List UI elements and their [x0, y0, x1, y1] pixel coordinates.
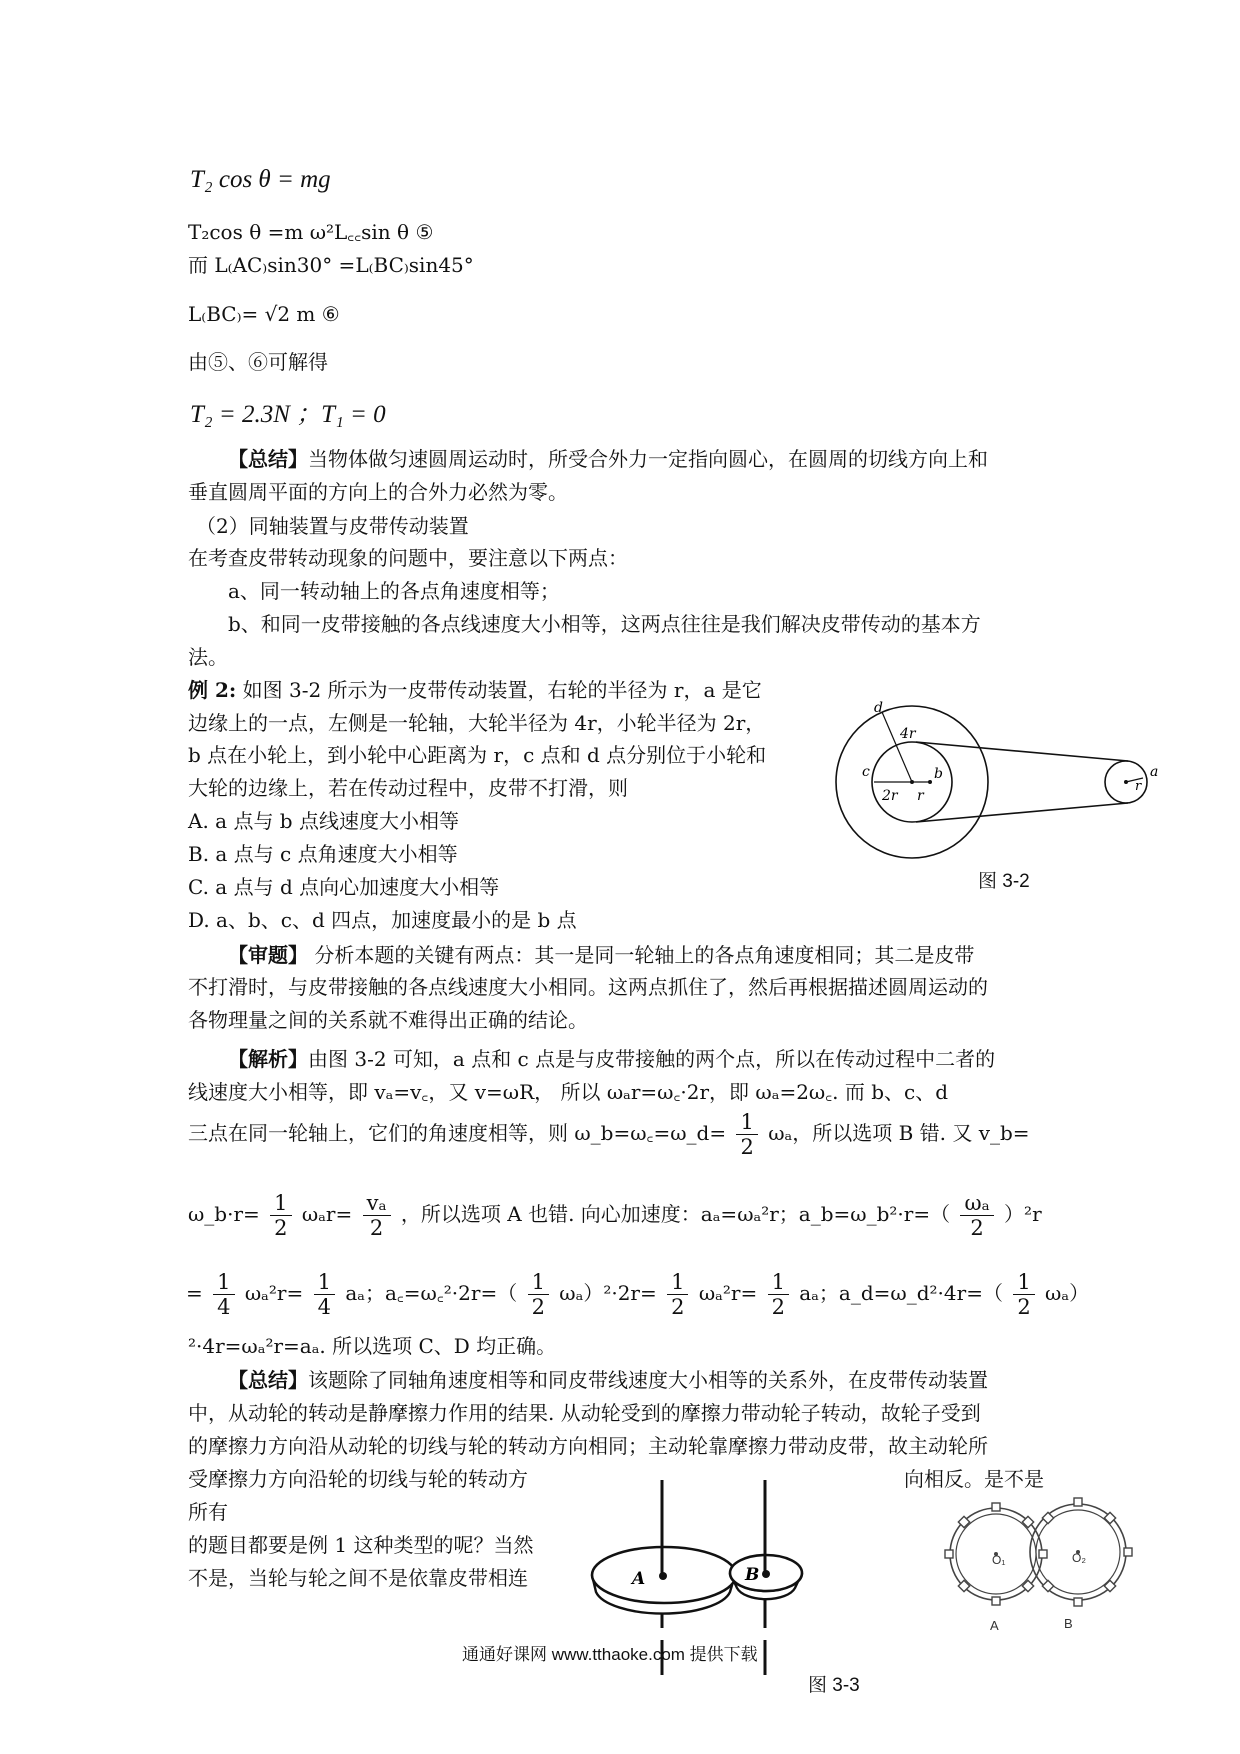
- fraction-den: 2: [740, 1135, 754, 1159]
- right-center-dot: [1124, 780, 1128, 784]
- belt-top: [916, 742, 1128, 761]
- gear-o2-label: O₂: [1072, 1551, 1086, 1565]
- belt-bottom: [916, 803, 1128, 822]
- fraction-num: vₐ: [363, 1191, 391, 1216]
- review-line3: 各物理量之间的关系就不难得出正确的结论。: [188, 1010, 588, 1032]
- summary2-line6: 的题目都要是例 1 这种类型的呢？当然: [188, 1533, 534, 1557]
- analysis-line3-b: ωₐ，所以选项 B 错. 又 v_b=: [768, 1121, 1030, 1145]
- analysis-line5-g: ωₐ）: [1045, 1281, 1090, 1305]
- label-4r: 4r: [900, 726, 916, 742]
- fraction-den: 2: [369, 1216, 384, 1240]
- summary2-line2: 中，从动轮的转动是静摩擦力作用的结果. 从动轮受到的摩擦力带动轮子转动，故轮子受到: [188, 1401, 981, 1425]
- summary2-line3: 的摩擦力方向沿从动轮的切线与轮的转动方向相同；主动轮靠摩擦力带动皮带，故主动轮所: [188, 1434, 988, 1458]
- analysis-line4: [188, 1191, 1042, 1240]
- fraction-half-1: [736, 1110, 757, 1159]
- fraction-half-3: [528, 1270, 549, 1319]
- summary2-line5: 所有: [188, 1500, 228, 1524]
- fraction-den: 2: [771, 1295, 785, 1319]
- gear-b-label: B: [1064, 1616, 1073, 1631]
- fraction-num: 1: [528, 1270, 549, 1295]
- fraction-num: ωₐ: [960, 1191, 993, 1216]
- analysis-line4-b: ωₐr=: [301, 1202, 353, 1226]
- analysis-line5-c: aₐ；a꜀=ω꜀²·2r=（: [345, 1281, 518, 1305]
- fraction-num: 1: [270, 1191, 291, 1216]
- option-c: C. a 点与 d 点向心加速度大小相等: [188, 875, 500, 899]
- equation-lbc-line: L₍BC₎= √2 m ⑥: [188, 302, 340, 326]
- analysis-line6: ²·4r=ωₐ²r=aₐ. 所以选项 C、D 均正确。: [188, 1334, 557, 1358]
- analysis-line3-a: 三点在同一轮轴上，它们的角速度相等，则 ω_b=ω꜀=ω_d=: [188, 1121, 727, 1145]
- wheel-b-label: B: [745, 1565, 760, 1585]
- wheel-b-center: [762, 1570, 770, 1578]
- fraction-half-5: [768, 1270, 789, 1319]
- option-d: D. a、b、c、d 四点，加速度最小的是 b 点: [188, 908, 577, 932]
- analysis-line3: [188, 1110, 1030, 1159]
- fraction-quarter-2: [314, 1270, 335, 1319]
- analysis-line5-d: ωₐ）²·2r=: [559, 1281, 657, 1305]
- example2-line4: 大轮的边缘上，若在传动过程中，皮带不打滑，则: [188, 776, 628, 800]
- option-b: B. a 点与 c 点角速度大小相等: [188, 842, 458, 866]
- fraction-num: 1: [314, 1270, 335, 1295]
- summary1-line2: 垂直圆周平面的方向上的合外力必然为零。: [188, 480, 568, 504]
- belt-drive-figure: [830, 700, 1170, 860]
- analysis-line2: 线速度大小相等，即 vₐ=v꜀，又 v=ωR， 所以 ωₐr=ω꜀·2r，即 ωₐ=2ω꜀. 而 b、c、d: [188, 1080, 949, 1104]
- fraction-wa: [960, 1191, 993, 1240]
- analysis-tag: 【解析】: [228, 1047, 308, 1071]
- gear-o1-label: O₁: [992, 1553, 1006, 1567]
- point-b-dot: [928, 780, 932, 784]
- analysis-line4-d: ）²r: [1004, 1202, 1042, 1226]
- fraction-den: 2: [970, 1216, 984, 1240]
- analysis-line5: [186, 1270, 1089, 1319]
- review-line2: 不打滑时，与皮带接触的各点线速度大小相同。这两点抓住了，然后再根据描述圆周运动的: [188, 977, 988, 999]
- label-b: b: [934, 766, 943, 782]
- summary2-tag: 【总结】: [228, 1368, 308, 1392]
- fraction-half-4: [667, 1270, 688, 1319]
- fraction-half-6: [1013, 1270, 1034, 1319]
- example2-line2: 边缘上的一点，左侧是一轮轴，大轮半径为 4r，小轮半径为 2r，: [188, 711, 766, 735]
- summary2-text1: 该题除了同轴角速度相等和同皮带线速度大小相等的关系外，在皮带传动装置: [308, 1368, 988, 1392]
- example2-line3: b 点在小轮上，到小轮中心距离为 r，c 点和 d 点分别位于小轮和: [188, 743, 767, 767]
- fraction-den: 2: [1017, 1295, 1031, 1319]
- figure-3-3-caption: 图 3-3: [808, 1675, 860, 1696]
- fraction-den: 2: [274, 1216, 288, 1240]
- analysis-line5-f: aₐ；a_d=ω_d²·4r=（: [799, 1281, 1003, 1305]
- review-tag: 【审题】: [228, 943, 308, 967]
- label-c: c: [862, 764, 870, 780]
- equation-result: T₂ = 2.3N ；T₁ = 0: [190, 401, 386, 428]
- summary2-line7: 不是，当轮与轮之间不是依靠皮带相连: [188, 1566, 528, 1590]
- analysis-text1: 由图 3-2 可知，a 点和 c 点是与皮带接触的两个点，所以在传动过程中二者的: [308, 1047, 996, 1071]
- section-intro: 在考查皮带转动现象的问题中，要注意以下两点：: [188, 546, 628, 570]
- wheel-a-center: [659, 1572, 667, 1580]
- solve-line: 由⑤、⑥可解得: [188, 350, 328, 374]
- equation-t2-line: T₂cos θ =m ω²L꜀꜀sin θ ⑤: [188, 220, 434, 244]
- review-text1: 分析本题的关键有两点：其一是同一轮轴上的各点角速度相同；其二是皮带: [308, 943, 975, 967]
- summary2-line1: [228, 1368, 988, 1392]
- equation-lac-line: 而 L₍AC₎sin30° =L₍BC₎sin45°: [188, 253, 474, 277]
- label-r: r: [917, 788, 924, 804]
- label-ra: r: [1135, 779, 1142, 794]
- analysis-line1: [228, 1047, 995, 1071]
- summary1-tag: 【总结】: [228, 447, 308, 471]
- example2-tag: 例 2:: [188, 678, 237, 702]
- fraction-den: 2: [531, 1295, 545, 1319]
- fraction-half-2: [270, 1191, 291, 1240]
- summary1-text1: 当物体做匀速圆周运动时，所受合外力一定指向圆心，在圆周的切线方向上和: [308, 447, 988, 471]
- footer-text: 通通好课网 www.tthaoke.com 提供下载: [462, 1645, 758, 1664]
- example2-text1: 如图 3-2 所示为一皮带传动装置，右轮的半径为 r，a 是它: [242, 678, 762, 702]
- equation-t2-cos: T₂ cos θ = mg: [190, 166, 331, 193]
- analysis-line5-a: =: [186, 1281, 203, 1305]
- wheel-a-label: A: [632, 1569, 646, 1589]
- section-title: （2）同轴装置与皮带传动装置: [196, 514, 469, 538]
- fraction-quarter-1: [213, 1270, 234, 1319]
- point-b-line2: 法。: [188, 645, 228, 669]
- radius-4r: [882, 712, 912, 782]
- fraction-den: 2: [671, 1295, 685, 1319]
- summary1-line1: [228, 447, 988, 471]
- fraction-den: 4: [217, 1295, 231, 1319]
- analysis-line5-b: ωₐ²r=: [244, 1281, 304, 1305]
- center-dot: [910, 780, 914, 784]
- figure-3-2-caption: 图 3-2: [978, 871, 1030, 892]
- fraction-num: 1: [768, 1270, 789, 1295]
- option-a: A. a 点与 b 点线速度大小相等: [188, 809, 459, 833]
- label-2r: 2r: [882, 788, 898, 804]
- point-b-line1: b、和同一皮带接触的各点线速度大小相等，这两点往往是我们解决皮带传动的基本方: [228, 612, 981, 636]
- summary2-line4b: 向相反。是不是: [904, 1467, 1044, 1491]
- analysis-line5-e: ωₐ²r=: [698, 1281, 758, 1305]
- fraction-va: [363, 1191, 391, 1240]
- analysis-line4-c: ，所以选项 A 也错. 向心加速度：aₐ=ωₐ²r；a_b=ω_b²·r=（: [400, 1202, 951, 1226]
- fraction-den: 4: [317, 1295, 331, 1319]
- summary2-line4a: 受摩擦力方向沿轮的切线与轮的转动方: [188, 1467, 528, 1491]
- label-a: a: [1150, 764, 1159, 780]
- fraction-num: 1: [213, 1270, 234, 1295]
- gears-figure: [940, 1490, 1140, 1640]
- example2-line1: [188, 678, 762, 702]
- fraction-num: 1: [1013, 1270, 1034, 1295]
- analysis-line4-a: ω_b·r=: [188, 1202, 260, 1226]
- fraction-num: 1: [667, 1270, 688, 1295]
- gear-a-label: A: [990, 1618, 999, 1633]
- fraction-num: 1: [736, 1110, 757, 1135]
- label-d: d: [874, 700, 883, 716]
- point-a: a、同一转动轴上的各点角速度相等；: [228, 579, 560, 603]
- review-line1: [228, 943, 974, 967]
